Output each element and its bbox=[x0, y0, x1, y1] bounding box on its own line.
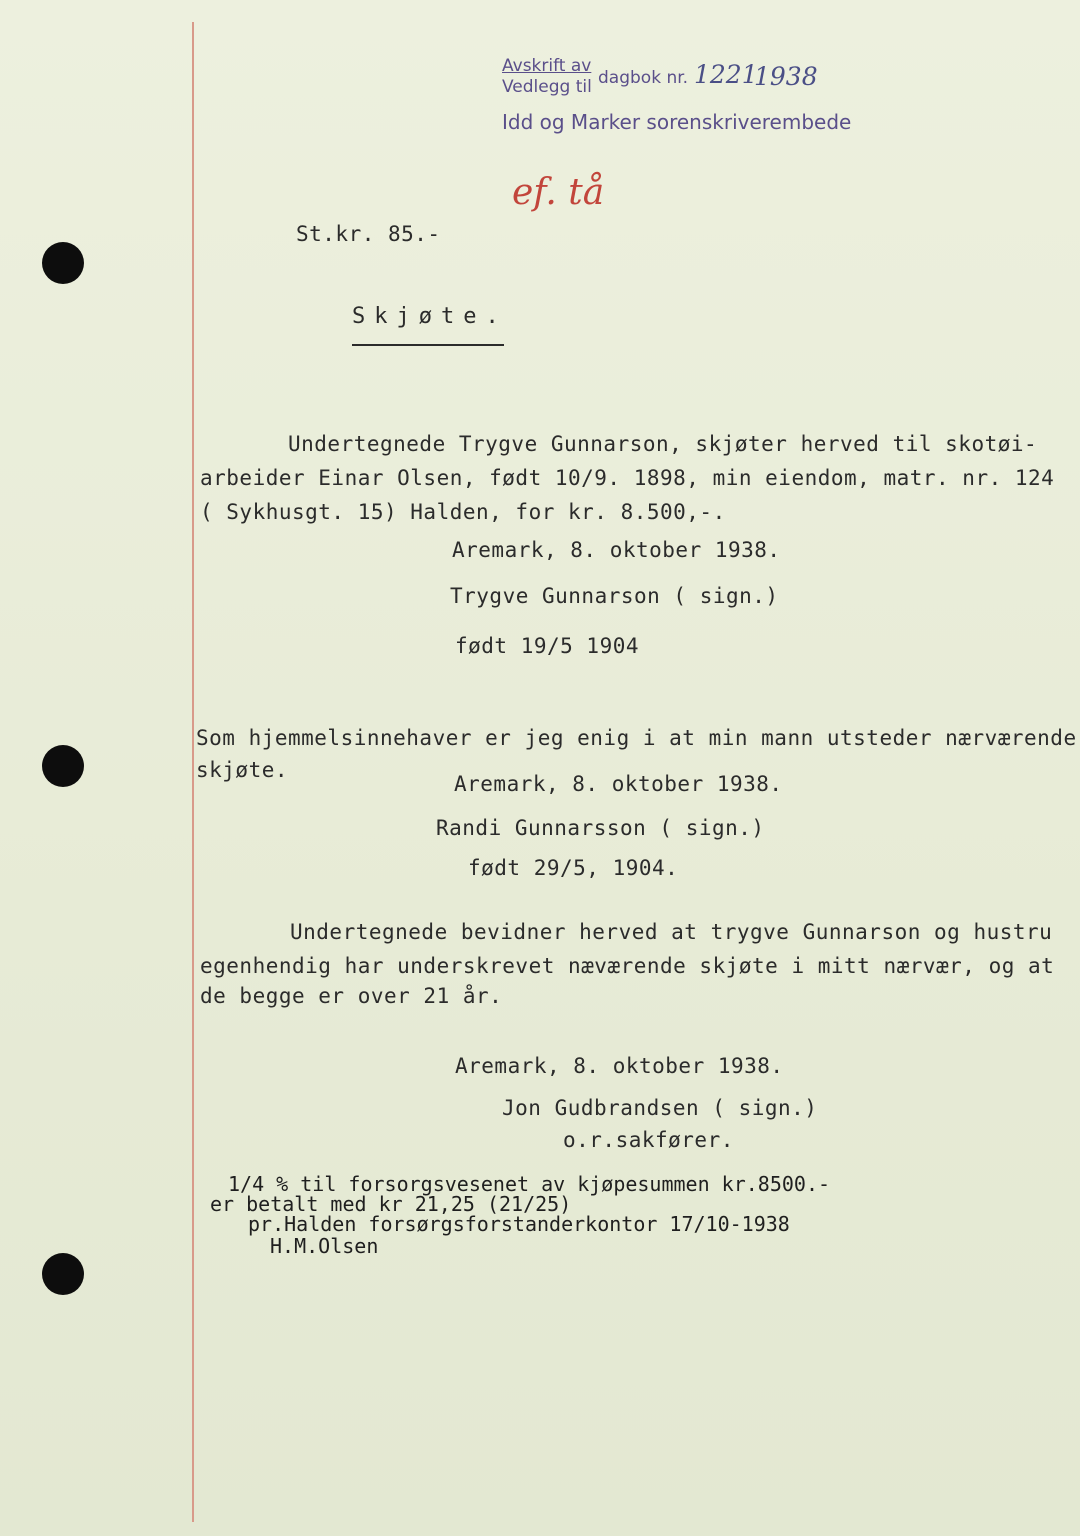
witness-line-2: egenhendig har underskrevet næværende skjøte i mitt nærvær, og at bbox=[200, 954, 1055, 978]
deed-line-2: arbeider Einar Olsen, født 10/9. 1898, min eiendom, matr. nr. 124 bbox=[200, 466, 1055, 490]
deed-line-1: Undertegnede Trygve Gunnarson, skjøter herved til skotøi- bbox=[288, 432, 1038, 456]
stamp-office: Idd og Marker sorenskriverembede bbox=[502, 110, 852, 134]
red-margin-line bbox=[192, 22, 194, 1522]
witness-line-1: Undertegnede bevidner herved at trygve Gunnarson og hustru bbox=[290, 920, 1053, 944]
fee-note-line-1: 1/4 % til forsorgsvesenet av kjøpesummen kr.8500.- bbox=[228, 1172, 831, 1196]
document-title: Skjøte. bbox=[352, 304, 508, 329]
office-stamp bbox=[502, 56, 592, 99]
deed-signature: Trygve Gunnarson ( sign.) bbox=[450, 584, 779, 608]
stamp-dagbok-number: 1221 bbox=[694, 60, 758, 89]
witness-line-3: de begge er over 21 år. bbox=[200, 984, 503, 1008]
handwritten-mark: ef. tå bbox=[512, 172, 605, 213]
stamp-duty: St.kr. 85.- bbox=[296, 222, 441, 246]
deed-born: født 19/5 1904 bbox=[455, 634, 640, 658]
punch-hole-icon bbox=[42, 242, 84, 284]
witness-title: o.r.sakfører. bbox=[563, 1128, 734, 1152]
stamp-line-1: Avskrift av bbox=[502, 56, 592, 76]
consent-born: født 29/5, 1904. bbox=[468, 856, 679, 880]
witness-signature: Jon Gudbrandsen ( sign.) bbox=[502, 1096, 818, 1120]
stamp-line-2: Vedlegg til bbox=[502, 77, 592, 98]
punch-hole-icon bbox=[42, 1253, 84, 1295]
fee-note-line-4: H.M.Olsen bbox=[270, 1234, 379, 1258]
deed-place-date: Aremark, 8. oktober 1938. bbox=[452, 538, 781, 562]
fee-note-line-2: er betalt med kr 21,25 (21/25) bbox=[210, 1192, 572, 1216]
consent-signature: Randi Gunnarsson ( sign.) bbox=[436, 816, 765, 840]
fee-note-line-3: pr.Halden forsørgsforstanderkontor 17/10-1938 bbox=[248, 1212, 790, 1236]
consent-place-date: Aremark, 8. oktober 1938. bbox=[454, 772, 783, 796]
stamp-dagbok-label: dagbok nr. bbox=[598, 68, 689, 88]
punch-hole-icon bbox=[42, 745, 84, 787]
stamp-year: 1938 bbox=[754, 62, 818, 91]
deed-line-3: ( Sykhusgt. 15) Halden, for kr. 8.500,-. bbox=[200, 500, 726, 524]
title-underline bbox=[352, 344, 504, 346]
witness-place-date: Aremark, 8. oktober 1938. bbox=[455, 1054, 784, 1078]
consent-line-1: Som hjemmelsinnehaver er jeg enig i at min mann utsteder nærværende bbox=[196, 726, 1077, 750]
consent-line-2: skjøte. bbox=[196, 758, 289, 782]
